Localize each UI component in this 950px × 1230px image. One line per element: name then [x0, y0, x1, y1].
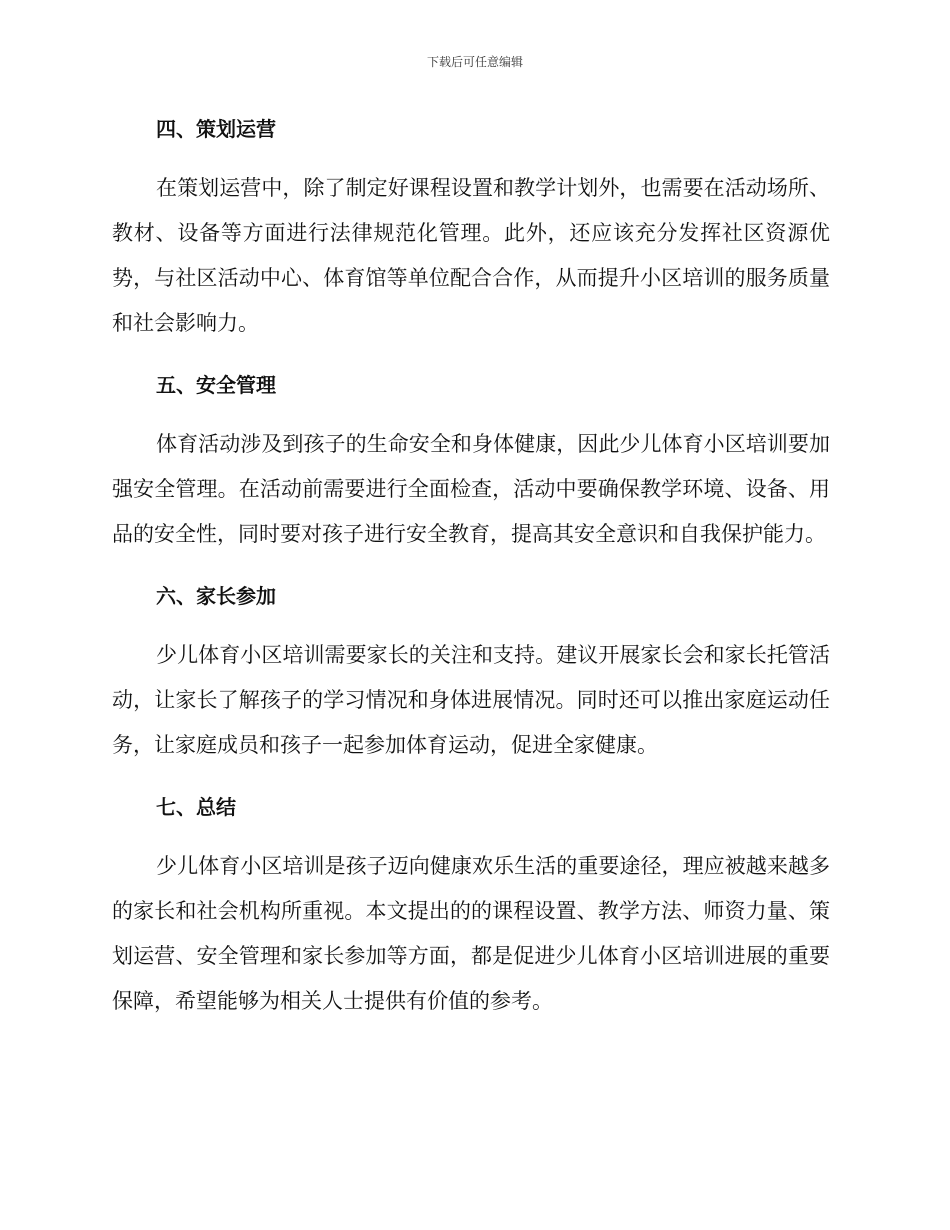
section-summary [112, 790, 830, 1024]
section-title: 七、总结 [156, 795, 236, 819]
section-safety-management [112, 368, 830, 557]
section-title: 四、策划运营 [156, 117, 276, 141]
section-paragraph: 在策划运营中，除了制定好课程设置和教学计划外，也需要在活动场所、教材、设备等方面进行法律规范化管理。此外，还应该充分发挥社区资源优势，与社区活动中心、体育馆等单位配合合作，从而提升小区培训的服务质量和社会影响力。 [112, 176, 830, 335]
section-paragraph: 少儿体育小区培训是孩子迈向健康欢乐生活的重要途径，理应被越来越多的家长和社会机构所重视。本文提出的的课程设置、教学方法、师资力量、策划运营、安全管理和家长参加等方面，都是促进少儿体育小区培训进展的重要保障，希望能够为相关人士提供有价值的参考。 [112, 854, 830, 1013]
section-planning-operation [112, 112, 830, 346]
section-parent-participation [112, 579, 830, 768]
section-paragraph: 体育活动涉及到孩子的生命安全和身体健康，因此少儿体育小区培训要加强安全管理。在活动前需要进行全面检查，活动中要确保教学环境、设备、用品的安全性，同时要对孩子进行安全教育，提高其安全意识和自我保护能力。 [112, 432, 830, 546]
section-title: 六、家长参加 [156, 584, 276, 608]
page-header: 下载后可任意编辑 [426, 55, 523, 69]
section-title: 五、安全管理 [156, 373, 276, 397]
section-paragraph: 少儿体育小区培训需要家长的关注和支持。建议开展家长会和家长托管活动，让家长了解孩子的学习情况和身体进展情况。同时还可以推出家庭运动任务，让家庭成员和孩子一起参加体育运动，促进全家健康。 [112, 643, 830, 757]
document-body [112, 112, 830, 1046]
